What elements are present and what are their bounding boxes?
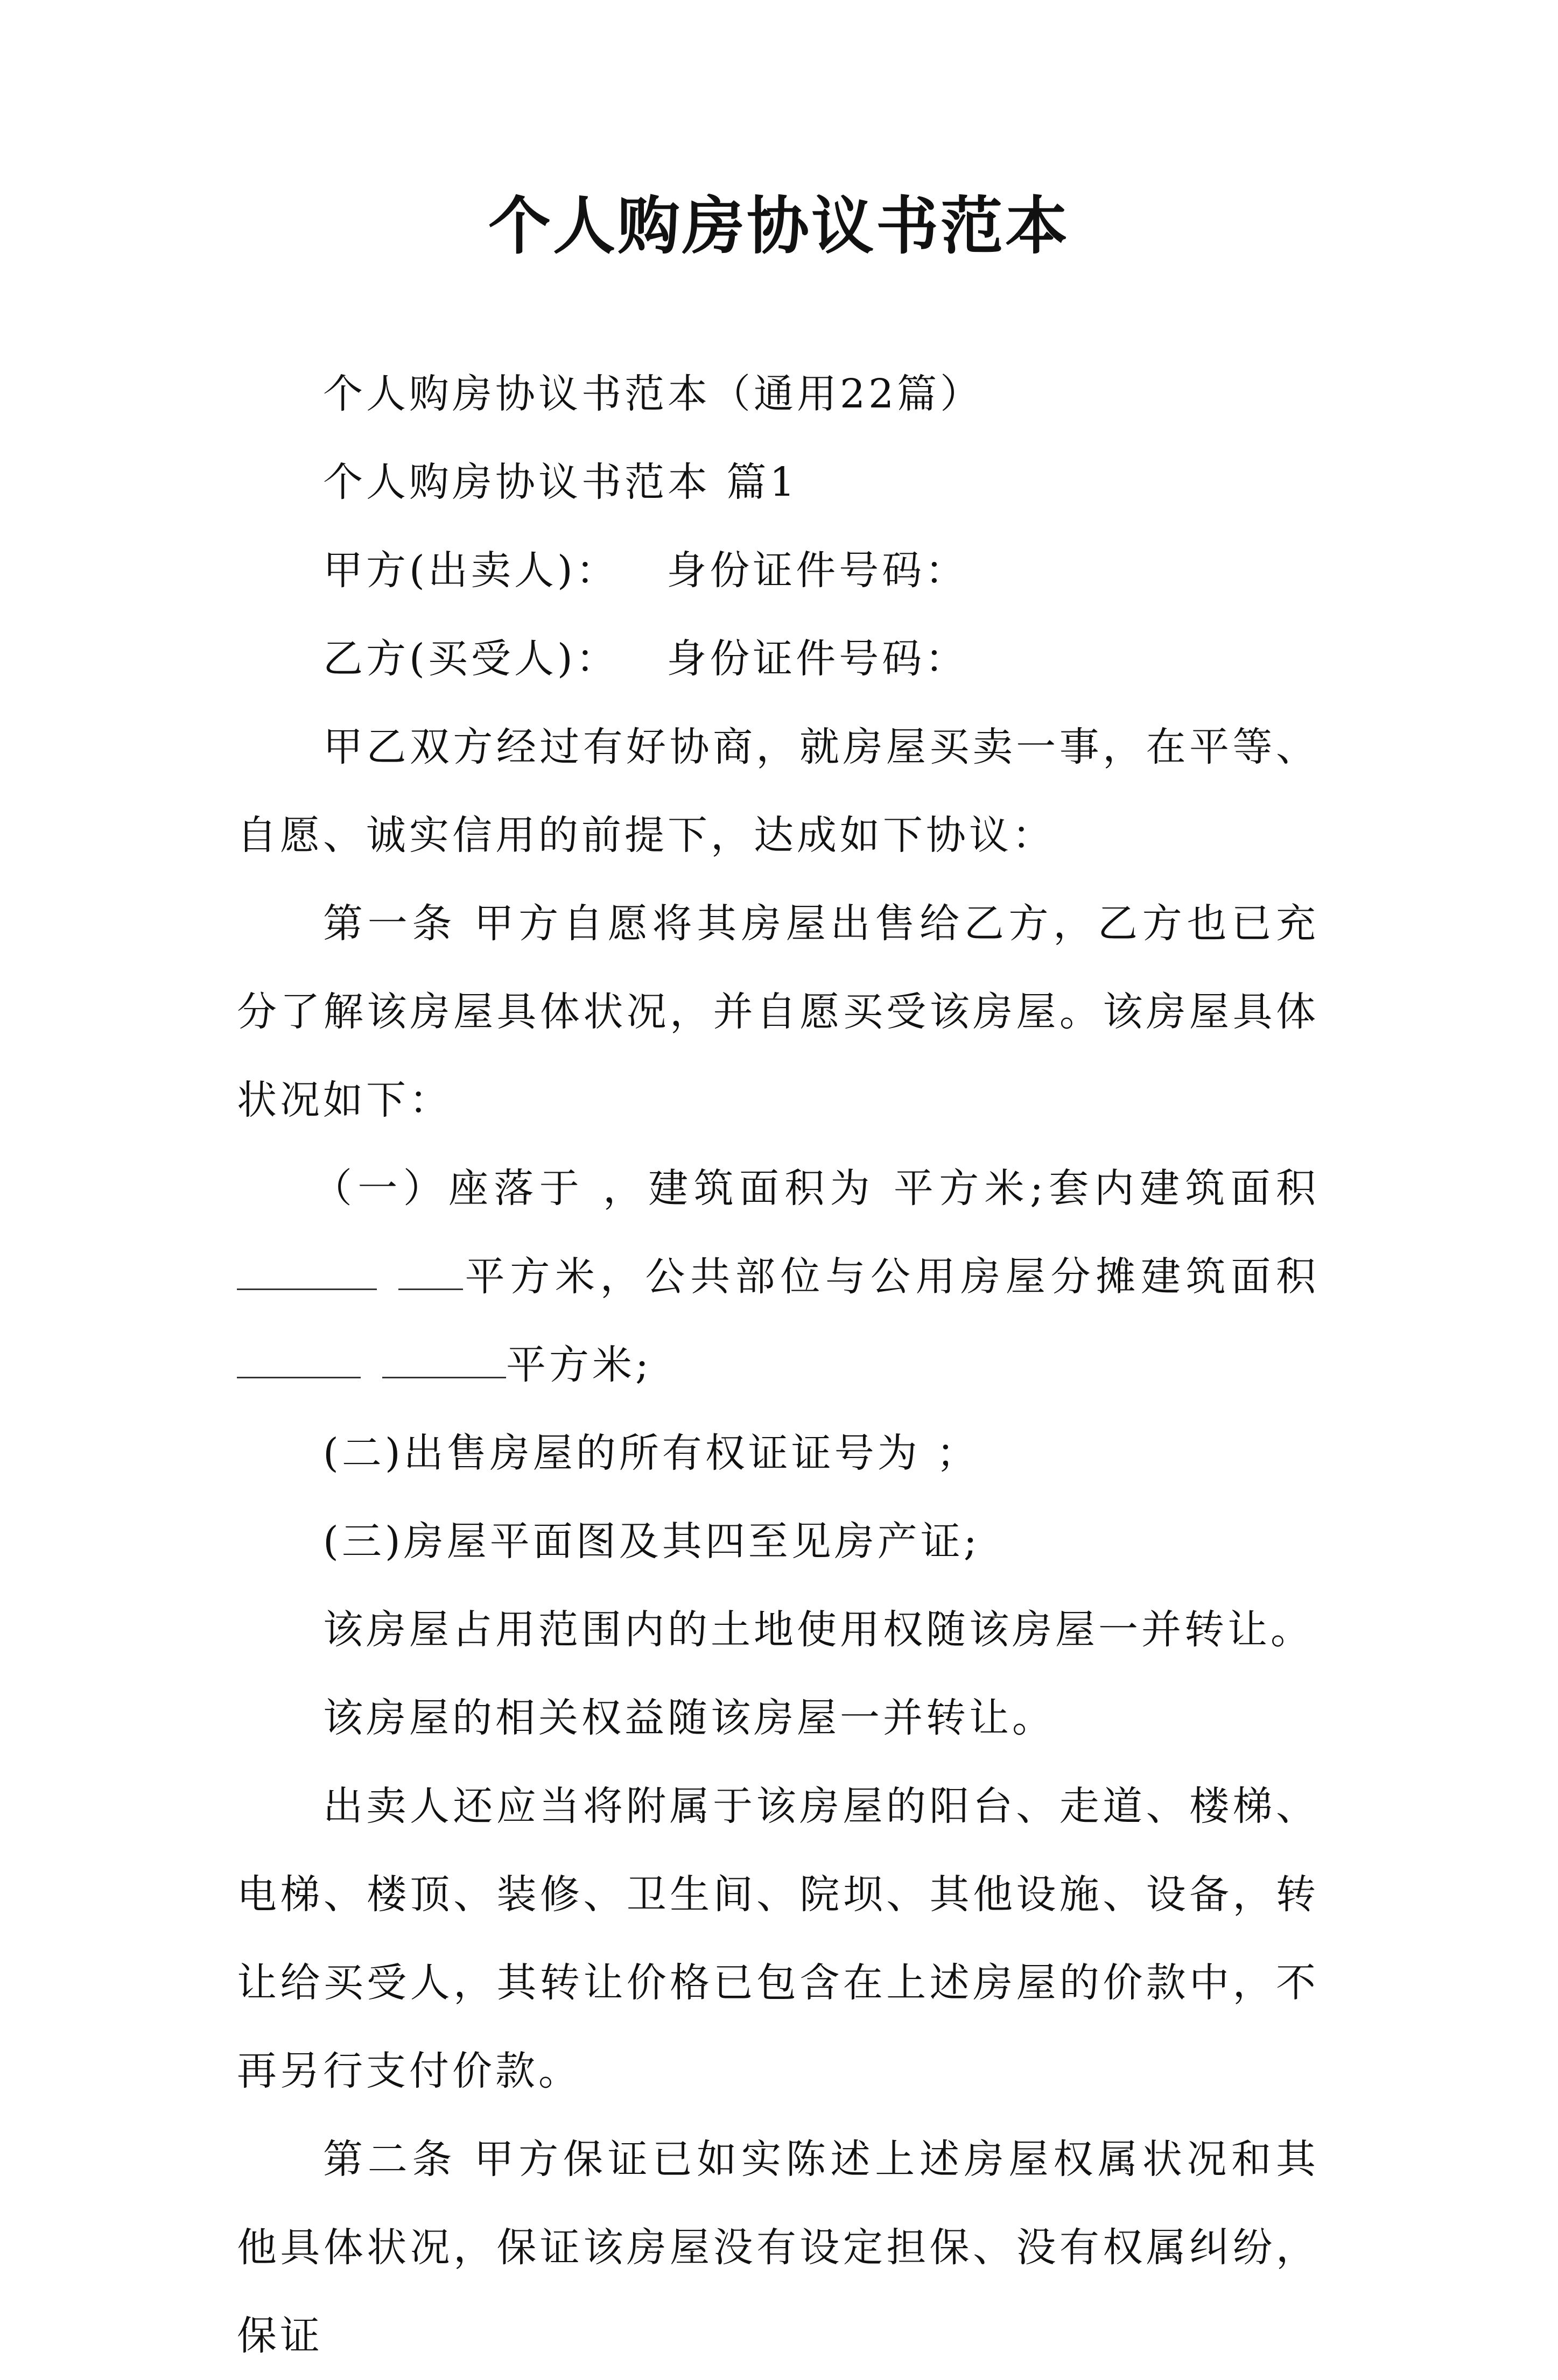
paragraph-land-use: 该房屋占用范围内的土地使用权随该房屋一并转让。 <box>323 1607 1314 1653</box>
paragraph-section-heading: 个人购房协议书范本 篇1 <box>323 459 798 505</box>
paragraph-article-1: 第一条 甲方自愿将其房屋出售给乙方，乙方也已充分了解该房屋具体状况，并自愿买受该房屋。该房屋具体状况如下： <box>237 900 1319 1123</box>
document-body <box>237 350 1319 2380</box>
paragraph-item-3: (三)房屋平面图及其四至见房产证; <box>323 1518 980 1565</box>
paragraph-subtitle: 个人购房协议书范本（通用22篇） <box>323 371 984 417</box>
paragraph-party-a: 甲方(出卖人)： 身份证件号码： <box>323 547 969 594</box>
item-1-location-area: （一）座落于 ，建筑面积为 平方米;套内建筑面积 <box>312 1165 1319 1212</box>
blank-underline <box>237 1256 377 1290</box>
paragraph-article-2: 第二条 甲方保证已如实陈述上述房屋权属状况和其他具体状况，保证该房屋没有设定担保、没有权属纠纷，保证 <box>237 2136 1319 2359</box>
paragraph-item-2: (二)出售房屋的所有权证证号为 ； <box>323 1430 980 1476</box>
item-1-unit: 平方米; <box>506 1342 652 1388</box>
blank-underline <box>398 1256 463 1290</box>
paragraph-attachments: 出卖人还应当将附属于该房屋的阳台、走道、楼梯、电梯、楼顶、装修、卫生间、院坝、其他设施、设备，转让给买受人，其转让价格已包含在上述房屋的价款中，不再另行支付价款。 <box>237 1783 1319 2094</box>
paragraph-item-1 <box>237 1144 1319 1409</box>
paragraph-intro: 甲乙双方经过有好协商，就房屋买卖一事，在平等、自愿、诚实信用的前提下，达成如下协议： <box>237 724 1319 858</box>
blank-underline <box>237 1344 361 1378</box>
document-title: 个人购房协议书范本 <box>488 189 1070 263</box>
paragraph-party-b: 乙方(买受人)： 身份证件号码： <box>323 636 969 682</box>
blank-underline <box>382 1344 506 1378</box>
paragraph-rights: 该房屋的相关权益随该房屋一并转让。 <box>323 1695 1055 1741</box>
item-1-shared-area: 平方米，公共部位与公用房屋分摊建筑面积 <box>463 1254 1319 1300</box>
